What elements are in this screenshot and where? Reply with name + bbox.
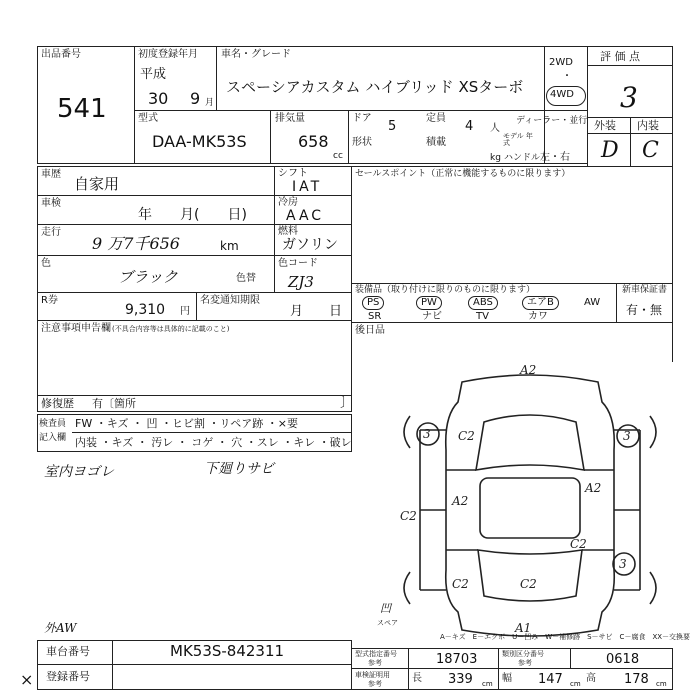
- designation-sub: 参考: [368, 659, 382, 667]
- mark-c2-rear: C2: [520, 577, 537, 591]
- mark-c2-left: C2: [400, 509, 417, 523]
- notes-label: 注意事項申告欄: [41, 323, 111, 334]
- equip-leather: カワ: [528, 311, 548, 322]
- mark-3-rear-right: 3: [619, 557, 627, 571]
- class-sub: 参考: [518, 659, 532, 667]
- doors-value: 5: [388, 119, 397, 134]
- mileage-label: 走行: [41, 227, 61, 238]
- shape-label: 形状: [352, 137, 372, 148]
- remark-x: ×: [20, 670, 34, 689]
- ac-label: 冷房: [278, 197, 298, 208]
- history-label: 車歴: [41, 169, 61, 180]
- car-name: スペーシアカスタム ハイブリッド XSターボ: [226, 78, 524, 96]
- shift-label: シフト: [278, 168, 308, 179]
- inspector-label-1: 検査員: [39, 419, 67, 429]
- mark-a1-bottom: A1: [515, 621, 532, 635]
- load-unit: kg: [490, 153, 501, 163]
- inspection-value: 年 月( 日): [138, 207, 247, 223]
- recycle-unit: 円: [180, 306, 190, 317]
- inspector-row-1: FW ・キズ ・ 凹 ・ヒビ割 ・リペア跡 ・×要: [75, 417, 298, 430]
- width-unit: cm: [570, 680, 581, 688]
- equip-airbag: エアB: [522, 296, 559, 310]
- mark-3-front-right: 3: [623, 429, 631, 443]
- sales-box: [351, 166, 673, 284]
- equipment-label: 装備品（取り付けに限りのものに限ります）: [355, 285, 536, 295]
- repair-label: 修復歴: [41, 397, 74, 410]
- reg-year: 30: [148, 89, 169, 108]
- mark-3-front-left: 3: [423, 427, 431, 441]
- class-value: 0618: [606, 652, 640, 667]
- designation-value: 18703: [436, 652, 478, 667]
- exterior-label: 外装: [594, 119, 616, 132]
- equip-abs: ABS: [468, 296, 498, 310]
- equip-ps: PS: [362, 296, 384, 310]
- colorcode-value: ZJ3: [288, 273, 314, 291]
- mark-c2-front-left: C2: [458, 429, 475, 443]
- fuel-value: ガソリン: [282, 237, 338, 253]
- fuel-label: 燃料: [278, 226, 298, 237]
- reg-label: 初度登録年月: [138, 49, 198, 60]
- inspector-label-2: 記入欄: [39, 433, 67, 443]
- displacement-unit: cc: [333, 151, 343, 161]
- color-swap-label: 色替: [236, 273, 256, 284]
- mark-a2-top: A2: [520, 363, 537, 377]
- car-diagram: [380, 360, 680, 650]
- notes-sub: (不具合内容等は具体的に記載のこと): [112, 325, 230, 333]
- reg-month: 9: [190, 89, 201, 108]
- length-label: 長: [412, 673, 422, 684]
- equip-sr: SR: [368, 311, 382, 322]
- height-label: 高: [586, 673, 596, 684]
- chassis-value: MK53S-842311: [170, 642, 285, 660]
- damage-legend: A－キズ E－エクボ U－凹み W－補修跡 S－サビ C－腐食 XX－交換要: [440, 633, 691, 641]
- displacement-value: 658: [298, 132, 329, 151]
- height-unit: cm: [656, 680, 667, 688]
- handle-label: ハンドル: [504, 153, 541, 163]
- name-change-label: 名変通知期限: [200, 295, 260, 306]
- remark-underbody-rust: 下廻りサビ: [204, 461, 274, 477]
- designation-label: 型式指定番号: [355, 650, 397, 658]
- equip-pw: PW: [416, 296, 442, 310]
- remark-interior-dirt: 室内ヨゴレ: [44, 464, 114, 480]
- exterior-value: D: [601, 138, 619, 163]
- ac-value: AAC: [286, 208, 325, 224]
- model-value: DAA-MK53S: [152, 132, 247, 151]
- width-label: 幅: [502, 673, 512, 684]
- length-value: 339: [448, 672, 473, 687]
- capacity-label: 定員: [426, 113, 446, 124]
- sales-point-label: セールスポイント（正常に機能するものに限ります）: [355, 169, 571, 179]
- mark-a2-left: A2: [452, 494, 469, 508]
- drive-4wd: 4WD: [550, 89, 574, 100]
- mark-a2-right: A2: [585, 481, 602, 495]
- inspection-label: 車検: [41, 198, 61, 209]
- warranty-label: 新車保証書: [622, 285, 668, 295]
- doors-label: ドア: [352, 113, 372, 124]
- spare-label: スペア: [377, 619, 398, 627]
- spare-mark: 凹: [380, 602, 391, 615]
- mark-c2-right: C2: [570, 537, 587, 551]
- capacity-value: 4: [465, 119, 474, 134]
- interior-value: C: [642, 138, 659, 163]
- color-value: ブラック: [118, 268, 178, 286]
- rear-area: [351, 322, 673, 362]
- dimensions-label: 車検証明用: [355, 671, 390, 679]
- inspector-row-2: 内装 ・キズ ・ 汚レ ・ コゲ ・ 穴 ・スレ ・キレ ・破レ: [75, 436, 352, 449]
- lot-label: 出品番号: [41, 49, 81, 60]
- color-label: 色: [41, 258, 51, 269]
- chassis-label: 車台番号: [46, 645, 90, 658]
- class-label: 類別区分番号: [502, 650, 544, 658]
- height-value: 178: [624, 672, 649, 687]
- width-value: 147: [538, 672, 563, 687]
- carname-label: 車名・グレード: [221, 49, 291, 60]
- drive-2wd: 2WD: [549, 57, 573, 68]
- rear-label: 後日品: [355, 325, 385, 336]
- recycle-label: R券: [41, 295, 58, 306]
- repair-close: 〕: [340, 395, 354, 411]
- recycle-value: 9,310: [125, 302, 166, 318]
- drive-sep: ・: [562, 71, 572, 82]
- equip-tv: TV: [476, 311, 489, 322]
- dimensions-sub: 参考: [368, 680, 382, 688]
- score-label: 評 価 点: [600, 50, 640, 63]
- interior-label: 内装: [637, 119, 659, 132]
- dealer-label: ディーラー・並行: [516, 116, 588, 126]
- capacity-unit: 人: [490, 123, 500, 134]
- length-unit: cm: [482, 680, 493, 688]
- era: 平成: [140, 67, 167, 82]
- equip-aw: AW: [584, 297, 601, 308]
- model-label: 型式: [138, 113, 158, 124]
- displacement-label: 排気量: [275, 113, 305, 124]
- name-change-value: 月 日: [290, 304, 343, 319]
- reg-month-unit: 月: [205, 98, 215, 108]
- mark-c2-rear-left: C2: [452, 577, 469, 591]
- load-label: 積載: [426, 137, 446, 148]
- mileage-unit: km: [220, 239, 239, 253]
- remark-aw: 外AW: [44, 621, 77, 635]
- mileage-value: 9 万7千656: [92, 234, 180, 253]
- warranty-value: 有・無: [626, 303, 663, 317]
- reg-number-label: 登録番号: [46, 670, 90, 683]
- repair-value: 有〔箇所: [92, 397, 136, 410]
- lot-number: 541: [57, 94, 107, 124]
- shift-value: IAT: [292, 179, 323, 195]
- handle-value: 左・右: [540, 152, 570, 163]
- colorcode-label: 色コード: [278, 258, 318, 269]
- history-value: 自家用: [74, 175, 120, 193]
- model-year-label: モデル 年式: [503, 132, 533, 147]
- score-value: 3: [620, 81, 638, 114]
- equip-navi: ナビ: [422, 311, 442, 322]
